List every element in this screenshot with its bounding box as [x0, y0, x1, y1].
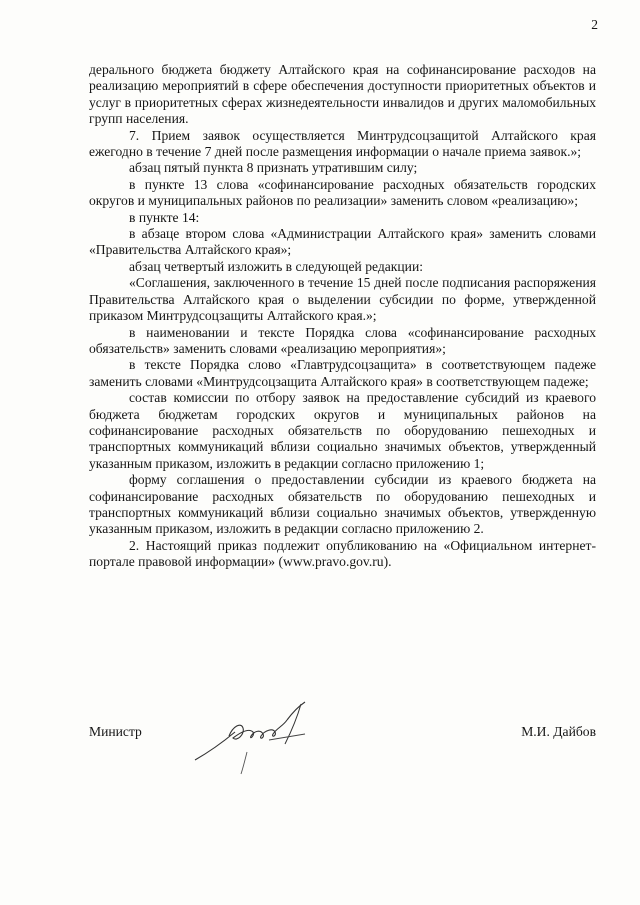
- paragraph: абзац четвертый изложить в следующей редакции:: [129, 258, 424, 274]
- paragraph: 2. Настоящий приказ подлежит опубликованию на «Официальном интернет-портале правовой информации» (www.pravo.gov.ru).: [89, 537, 596, 570]
- paragraph: «Соглашения, заключенного в течение 15 дней после подписания распоряжения Правительства Алтайского края о выделении субсидии по форме, утвержденной приказом Минтрудсоцзащиты Алтайского края.»;: [89, 275, 596, 324]
- paragraph: дерального бюджета бюджету Алтайского края на софинансирование расходов на реализацию мероприятий в сфере обеспечения доступности приоритетных объектов и услуг в приоритетных сферах жизнедеятельности инвалидов и других маломобильных групп населения.: [89, 62, 596, 127]
- paragraph: в пункте 13 слова «софинансирование расходных обязательств городских округов и муниципальных районов по реализации» заменить словом «реализацию»;: [89, 176, 596, 209]
- paragraph: в пункте 14:: [129, 209, 200, 225]
- paragraph: в тексте Порядка слово «Главтрудсоцзащита» в соответствующем падеже заменить словами «Минтрудсоцзащита Алтайского края» в соответствующем падеже;: [89, 357, 596, 389]
- signer-title: Министр: [89, 724, 142, 739]
- signature-block: [89, 724, 596, 784]
- signer-name: М.И. Дайбов: [521, 724, 596, 739]
- paragraph: в наименовании и тексте Порядка слова «софинансирование расходных обязательств» заменить словами «реализацию мероприятия»;: [89, 324, 596, 356]
- paragraph: 7. Прием заявок осуществляется Минтрудсоцзащитой Алтайского края ежегодно в течение 7 дней после размещения информации о начале приема заявок.»;: [89, 127, 596, 160]
- paragraph: состав комиссии по отбору заявок на предоставление субсидий из краевого бюджета бюджетам городских округов и муниципальных районов на софинансирование расходных обязательств по оборудованию пешеходных и транспортных коммуникаций вблизи социально значимых объектов, утвержденный указанным приказом, изложить в редакции согласно приложению 1;: [89, 390, 596, 471]
- paragraph: форму соглашения о предоставлении субсидии из краевого бюджета на софинансирование расходных обязательств по оборудованию пешеходных и транспортных коммуникаций вблизи социально значимых объектов, утвержденную указанным приказом, изложить в редакции согласно приложению 2.: [89, 472, 596, 537]
- paragraph: в абзаце втором слова «Администрации Алтайского края» заменить словами «Правительства Алтайского края»;: [89, 226, 596, 258]
- page-number: 2: [591, 17, 598, 32]
- paragraph: абзац пятый пункта 8 признать утратившим силу;: [129, 160, 418, 176]
- handwritten-signature: [189, 698, 319, 778]
- document-body: [89, 62, 596, 571]
